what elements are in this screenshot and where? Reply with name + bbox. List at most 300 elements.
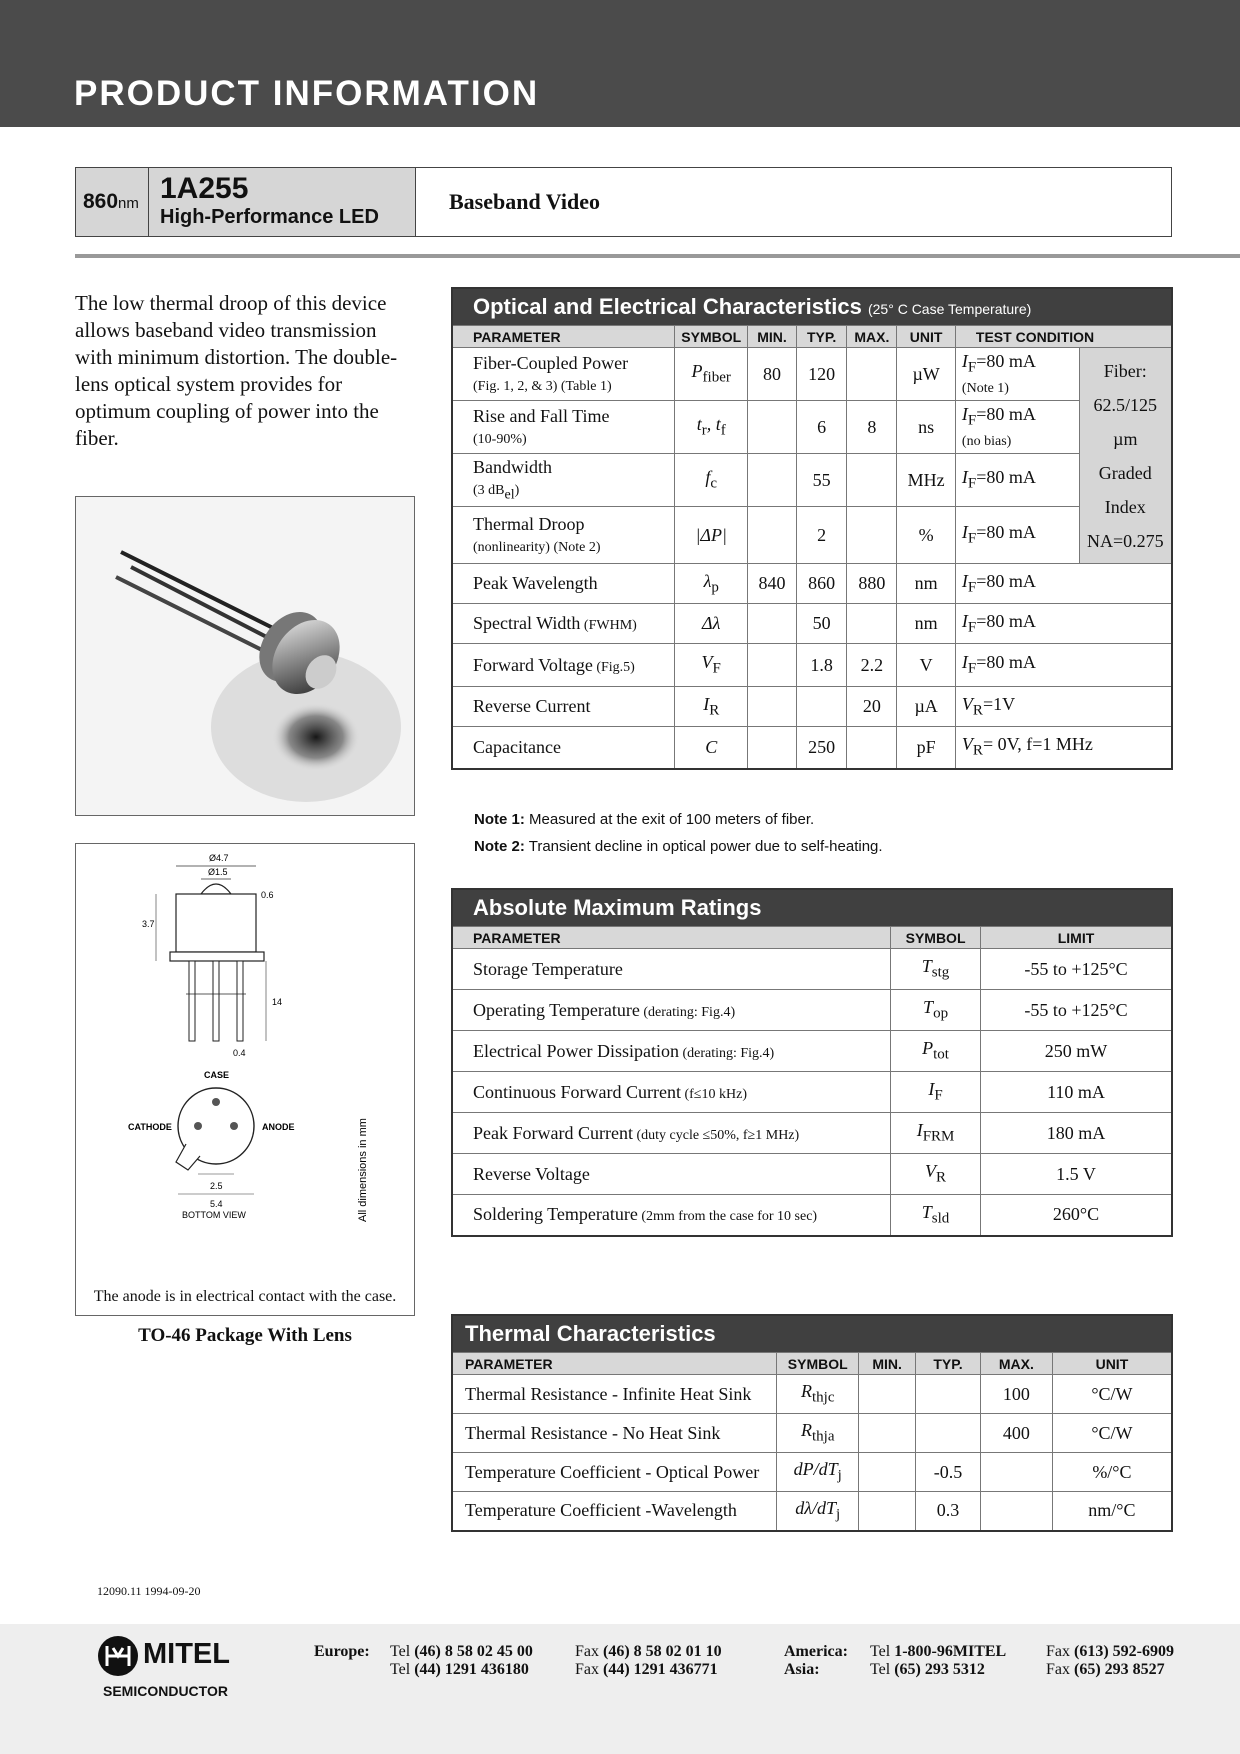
min-cell: 80 <box>748 348 797 401</box>
condition-subscript: F <box>967 412 977 429</box>
parameter-name: Rise and Fall Time <box>473 406 610 426</box>
typ-cell: 6 <box>796 401 847 454</box>
condition-subscript: F <box>967 475 977 492</box>
table-row <box>452 1154 1172 1195</box>
wavelength-label <box>83 190 139 214</box>
parameter-name: Operating Temperature <box>473 999 640 1020</box>
symbol-cell <box>675 401 748 454</box>
column-header: TYP. <box>916 1353 981 1375</box>
table-row <box>452 687 1172 727</box>
parameter-name: Spectral Width <box>473 613 581 633</box>
condition-subscript: F <box>967 660 977 677</box>
parameter-cell <box>452 990 891 1031</box>
symbol-cell <box>777 1492 859 1531</box>
thermal-table <box>451 1314 1173 1532</box>
limit-cell: 260°C <box>981 1195 1172 1236</box>
symbol: Δλ <box>702 613 721 633</box>
parameter-note: (f≤10 kHz) <box>680 1086 747 1102</box>
condition-value: =80 mA <box>976 610 1036 631</box>
max-cell <box>847 348 897 401</box>
condition-value: =80 mA <box>976 403 1036 424</box>
tel-label: Tel <box>390 1661 411 1678</box>
symbol-cell <box>675 727 748 769</box>
table-row <box>452 1453 1172 1492</box>
table-row <box>452 564 1172 604</box>
unit-cell: µW <box>897 348 956 401</box>
symbol-cell <box>675 454 748 507</box>
condition-cell <box>955 727 1172 769</box>
europe-label: Europe: <box>314 1643 370 1660</box>
condition-subscript: R <box>972 702 983 719</box>
condition-subscript: F <box>967 579 977 596</box>
table-row <box>452 1375 1172 1414</box>
fiber-note-line: Graded <box>1098 462 1152 483</box>
symbol: λ <box>703 570 712 591</box>
fiber-note-line: NA=0.275 <box>1086 530 1164 551</box>
parameter-cell <box>452 1195 891 1236</box>
column-header: SYMBOL <box>675 326 748 348</box>
parameter-note: (10-90%) <box>473 432 527 447</box>
table-row <box>452 1031 1172 1072</box>
min-cell <box>859 1492 916 1531</box>
condition-value: = 0V, f=1 MHz <box>982 734 1093 755</box>
absmax-rows <box>452 949 1172 1236</box>
phone-number: (44) 1291 436180 <box>414 1661 529 1678</box>
parameter-name: Soldering Temperature <box>473 1204 638 1225</box>
dim-label: 2.5 <box>210 1181 223 1191</box>
symbol-cell <box>891 1072 981 1113</box>
optical-rows <box>452 348 1172 769</box>
min-cell <box>748 604 797 644</box>
phone-number: (65) 293 5312 <box>894 1661 985 1678</box>
max-cell: 2.2 <box>847 644 897 687</box>
dim-label: 0.6 <box>261 890 274 900</box>
condition-value: =1V <box>982 693 1016 714</box>
symbol: V <box>925 1161 937 1182</box>
symbol: I <box>703 693 710 714</box>
column-header: MAX. <box>847 326 897 348</box>
symbol-subscript: R <box>936 1169 947 1186</box>
symbol: T <box>923 997 934 1018</box>
symbol: I <box>928 1079 935 1100</box>
unit-cell: nm <box>897 564 956 604</box>
typ-cell <box>916 1414 981 1453</box>
condition-value: =80 mA <box>976 570 1036 591</box>
typ-cell: 0.3 <box>916 1492 981 1531</box>
parameter-name: Forward Voltage <box>473 654 593 675</box>
mitel-logo-icon <box>98 1636 138 1676</box>
intro-text: The low thermal droop of this device allows baseband video transmission with minimum distortion. The double-lens optical system provides for optimum coupling of power into the fiber. <box>75 291 398 450</box>
symbol: C <box>705 736 718 757</box>
note-text: Transient decline in optical power due to self-heating. <box>524 838 883 855</box>
column-header: PARAMETER <box>452 1353 777 1375</box>
parameter-name: Bandwidth <box>473 456 552 477</box>
table-row <box>452 1195 1172 1236</box>
condition-symbol: I <box>961 403 968 424</box>
table-title: Absolute Maximum Ratings <box>452 889 1172 927</box>
condition-value: =80 mA <box>976 522 1036 543</box>
limit-cell: -55 to +125°C <box>981 949 1172 990</box>
cathode-label: CATHODE <box>128 1122 172 1132</box>
unit-cell: °C/W <box>1052 1414 1172 1453</box>
symbol-cell <box>675 644 748 687</box>
parameter-cell: Thermal Resistance - Infinite Heat Sink <box>452 1375 777 1414</box>
parameter-cell <box>452 1031 891 1072</box>
parameter-cell: Thermal Resistance - No Heat Sink <box>452 1414 777 1453</box>
tel-label: Tel <box>870 1661 891 1678</box>
document-number: 12090.11 1994-09-20 <box>97 1584 201 1598</box>
condition-symbol: V <box>961 693 973 714</box>
parameter-name: Continuous Forward Current <box>473 1081 681 1102</box>
america-asia-faxes <box>1046 1643 1174 1679</box>
table-row <box>452 727 1172 769</box>
parameter-note: (Fig.5) <box>592 659 635 675</box>
max-cell: 8 <box>847 401 897 454</box>
parameter-cell: Temperature Coefficient -Wavelength <box>452 1492 777 1531</box>
tel-label: Tel <box>390 1643 411 1660</box>
symbol-subscript: R <box>709 702 720 719</box>
parameter-cell: Temperature Coefficient - Optical Power <box>452 1453 777 1492</box>
europe-phones <box>390 1643 533 1679</box>
min-cell <box>748 507 797 564</box>
typ-cell: 2 <box>796 507 847 564</box>
parameter-cell <box>452 687 675 727</box>
column-header: SYMBOL <box>777 1353 859 1375</box>
parameter-cell <box>452 644 675 687</box>
column-header: UNIT <box>897 326 956 348</box>
max-cell <box>980 1453 1052 1492</box>
divider <box>75 254 1240 258</box>
asia-label: Asia: <box>784 1661 820 1678</box>
unit-cell: V <box>897 644 956 687</box>
symbol-cell <box>777 1453 859 1492</box>
limit-cell: 180 mA <box>981 1113 1172 1154</box>
parameter-cell <box>452 348 675 401</box>
symbol-subscript: fiber <box>702 369 731 386</box>
condition-symbol: I <box>961 467 968 488</box>
symbol-cell <box>675 564 748 604</box>
condition-cell <box>955 564 1172 604</box>
parameter-name: Thermal Droop <box>473 514 585 534</box>
parameter-note: (3 dB <box>473 482 505 498</box>
max-cell <box>847 507 897 564</box>
dim-label: 14 <box>272 997 283 1007</box>
table-row <box>452 454 1172 507</box>
fiber-note-line: Fiber: <box>1103 360 1147 381</box>
company-logo: MITEL <box>143 1638 230 1670</box>
symbol-cell <box>777 1375 859 1414</box>
table-notes <box>474 806 883 860</box>
symbol-subscript: c <box>710 475 718 492</box>
parameter-name: Peak Wavelength <box>473 573 598 593</box>
america-asia-phones <box>870 1643 1006 1679</box>
column-header: UNIT <box>1052 1353 1172 1375</box>
unit-cell: µA <box>897 687 956 727</box>
wavelength-value: 860 <box>83 190 119 213</box>
symbol: R <box>800 1420 812 1441</box>
condition-cell <box>955 454 1079 507</box>
company-sub: SEMICONDUCTOR <box>103 1683 228 1699</box>
unit-cell: pF <box>897 727 956 769</box>
symbol: |ΔP| <box>695 524 727 545</box>
fax-label: Fax <box>575 1661 599 1678</box>
symbol-subscript: sld <box>931 1210 950 1227</box>
condition-subscript: F <box>967 619 977 636</box>
anode-label: ANODE <box>262 1122 295 1132</box>
typ-cell <box>796 687 847 727</box>
unit-cell: °C/W <box>1052 1375 1172 1414</box>
phone-number: (46) 8 58 02 45 00 <box>414 1643 533 1660</box>
symbol-subscript: F <box>712 660 721 677</box>
package-caption: TO-46 Package With Lens <box>138 1325 352 1346</box>
condition-value: =80 mA <box>976 652 1036 673</box>
symbol: V <box>701 652 713 673</box>
min-cell <box>859 1375 916 1414</box>
condition-subscript: R <box>972 743 983 760</box>
region-labels <box>784 1643 848 1679</box>
limit-cell: 110 mA <box>981 1072 1172 1113</box>
dim-label: 0.4 <box>233 1048 246 1058</box>
parameter-name: Reverse Current <box>473 696 591 716</box>
absolute-max-table <box>451 888 1173 1237</box>
typ-cell: 250 <box>796 727 847 769</box>
parameter-cell <box>452 454 675 507</box>
column-header: MIN. <box>748 326 797 348</box>
parameter-note: (nonlinearity) (Note 2) <box>473 540 601 555</box>
max-cell: 880 <box>847 564 897 604</box>
max-cell <box>847 604 897 644</box>
unit-cell: % <box>897 507 956 564</box>
table-row <box>452 1492 1172 1531</box>
table-row <box>452 401 1172 454</box>
symbol: f <box>705 467 711 488</box>
condition-symbol: I <box>961 652 968 673</box>
fax-label: Fax <box>575 1643 599 1660</box>
parameter-name: Peak Forward Current <box>473 1122 633 1143</box>
led-photo-image <box>76 497 414 815</box>
wavelength-unit: nm <box>118 195 139 212</box>
table-title: Thermal Characteristics <box>452 1315 1172 1353</box>
dim-label: 5.4 <box>210 1199 223 1209</box>
symbol-subscript: op <box>933 1005 949 1022</box>
symbol-cell <box>891 1195 981 1236</box>
unit-cell: ns <box>897 401 956 454</box>
symbol: dλ/dT <box>795 1497 837 1518</box>
typ-cell: 860 <box>796 564 847 604</box>
symbol-subscript: F <box>934 1087 943 1104</box>
symbol-cell <box>675 507 748 564</box>
fax-number: (65) 293 8527 <box>1074 1661 1165 1678</box>
symbol-subscript: stg <box>931 964 950 981</box>
column-header: LIMIT <box>981 927 1172 949</box>
symbol-subscript: FRM <box>922 1128 955 1145</box>
min-cell <box>748 401 797 454</box>
table-row <box>452 507 1172 564</box>
tel-label: Tel <box>870 1643 891 1660</box>
unit-cell: MHz <box>897 454 956 507</box>
symbol: T <box>921 1201 932 1222</box>
column-header: SYMBOL <box>891 927 981 949</box>
parameter-note: (Fig. 1, 2, & 3) (Table 1) <box>473 379 612 394</box>
table-title <box>452 288 1172 326</box>
symbol: I <box>916 1120 923 1141</box>
symbol-cell <box>891 1154 981 1195</box>
typ-cell: -0.5 <box>916 1453 981 1492</box>
parameter-cell <box>452 727 675 769</box>
parameter-cell <box>452 1072 891 1113</box>
fax-number: (44) 1291 436771 <box>603 1661 718 1678</box>
symbol-cell <box>891 949 981 990</box>
max-cell: 20 <box>847 687 897 727</box>
table-row <box>452 949 1172 990</box>
parameter-note: ) <box>514 482 520 498</box>
fax-label: Fax <box>1046 1643 1070 1660</box>
condition-subscript: F <box>967 359 977 376</box>
bottom-view-label: BOTTOM VIEW <box>182 1210 246 1220</box>
condition-note: (no bias) <box>961 434 1012 450</box>
typ-cell <box>916 1375 981 1414</box>
parameter-note: (2mm from the case for 10 sec) <box>637 1209 818 1225</box>
condition-cell <box>955 644 1172 687</box>
symbol-subscript: f <box>720 422 726 439</box>
max-cell <box>847 727 897 769</box>
note-label: Note 2: <box>474 838 525 855</box>
parameter-cell <box>452 401 675 454</box>
parameter-name: Reverse Voltage <box>473 1163 590 1184</box>
america-label: America: <box>784 1643 848 1660</box>
parameter-note: (derating: Fig.4) <box>639 1004 736 1020</box>
table-row <box>452 1072 1172 1113</box>
package-dimension-drawing <box>76 844 414 1274</box>
note-1 <box>474 806 883 833</box>
symbol: dP/dT <box>793 1459 838 1480</box>
parameter-cell <box>452 564 675 604</box>
symbol-cell <box>891 1031 981 1072</box>
fax-number: (613) 592-6909 <box>1074 1643 1174 1660</box>
table-row <box>452 1414 1172 1453</box>
max-cell: 400 <box>980 1414 1052 1453</box>
symbol-subscript: j <box>837 1467 842 1484</box>
typ-cell: 120 <box>796 348 847 401</box>
table-subtitle: (25° C Case Temperature) <box>867 301 1032 317</box>
page-title: PRODUCT INFORMATION <box>74 74 540 113</box>
symbol: t <box>696 414 702 435</box>
condition-cell <box>955 348 1079 401</box>
condition-value: =80 mA <box>976 467 1036 488</box>
table-row <box>452 990 1172 1031</box>
parameter-note: (duty cycle ≤50%, f≥1 MHz) <box>632 1127 800 1143</box>
limit-cell: -55 to +125°C <box>981 990 1172 1031</box>
parameter-note: (derating: Fig.4) <box>678 1045 775 1061</box>
symbol-subscript: r <box>701 422 707 439</box>
parameter-cell <box>452 604 675 644</box>
fax-label: Fax <box>1046 1661 1070 1678</box>
application-label: Baseband Video <box>449 189 600 214</box>
column-header: TYP. <box>796 326 847 348</box>
package-drawing <box>75 843 415 1316</box>
symbol-subscript: p <box>711 579 719 596</box>
unit-cell: nm <box>897 604 956 644</box>
unit-cell: %/°C <box>1052 1453 1172 1492</box>
symbol: T <box>921 956 932 977</box>
parameter-cell <box>452 1113 891 1154</box>
symbol-cell <box>891 1113 981 1154</box>
condition-cell <box>955 687 1172 727</box>
min-cell: 840 <box>748 564 797 604</box>
parameter-note-subscript: el <box>504 487 515 503</box>
dim-label: Ø1.5 <box>208 867 228 877</box>
symbol: , t <box>706 414 721 435</box>
dim-label: 3.7 <box>142 919 155 929</box>
symbol-cell <box>675 348 748 401</box>
phone-number: 1-800-96MITEL <box>894 1643 1007 1660</box>
table-row <box>452 644 1172 687</box>
part-description: High-Performance LED <box>160 206 379 228</box>
min-cell <box>748 687 797 727</box>
symbol-subscript: thjc <box>811 1389 835 1406</box>
table-title-text: Optical and Electrical Characteristics <box>473 294 862 319</box>
condition-cell <box>955 401 1079 454</box>
note-text: Measured at the exit of 100 meters of fiber. <box>524 811 815 828</box>
dimension-note: All dimensions in mm <box>357 1118 369 1222</box>
min-cell <box>748 644 797 687</box>
unit-cell: nm/°C <box>1052 1492 1172 1531</box>
thermal-rows <box>452 1375 1172 1531</box>
condition-symbol: I <box>961 610 968 631</box>
optical-electrical-table <box>451 287 1173 770</box>
parameter-note: (FWHM) <box>580 618 637 633</box>
max-cell <box>980 1492 1052 1531</box>
case-label: CASE <box>204 1070 230 1080</box>
min-cell <box>748 727 797 769</box>
parameter-cell <box>452 1154 891 1195</box>
condition-subscript: F <box>967 530 977 547</box>
column-header: PARAMETER <box>452 927 891 949</box>
limit-cell: 1.5 V <box>981 1154 1172 1195</box>
symbol: R <box>800 1381 812 1402</box>
parameter-name: Fiber-Coupled Power <box>473 353 629 373</box>
table-row <box>452 604 1172 644</box>
column-header: MAX. <box>980 1353 1052 1375</box>
part-number: 1A255 <box>160 172 249 205</box>
fax-number: (46) 8 58 02 01 10 <box>603 1643 722 1660</box>
fiber-note-cell <box>1079 348 1172 564</box>
min-cell <box>859 1453 916 1492</box>
symbol-cell <box>675 604 748 644</box>
column-header: TEST CONDITION <box>955 326 1172 348</box>
fiber-note-line: Index <box>1104 496 1146 517</box>
symbol-cell <box>675 687 748 727</box>
parameter-cell <box>452 507 675 564</box>
led-photo <box>75 496 415 816</box>
anode-note: The anode is in electrical contact with the case. <box>93 1288 397 1305</box>
condition-value: =80 mA <box>976 350 1036 371</box>
parameter-name: Storage Temperature <box>473 958 623 979</box>
parameter-name: Electrical Power Dissipation <box>473 1040 679 1061</box>
table-row <box>452 1113 1172 1154</box>
symbol-cell <box>891 990 981 1031</box>
symbol-cell <box>777 1414 859 1453</box>
table-row <box>452 348 1172 401</box>
europe-faxes <box>575 1643 722 1679</box>
condition-symbol: V <box>961 734 973 755</box>
parameter-cell <box>452 949 891 990</box>
note-label: Note 1: <box>474 811 525 828</box>
condition-note: (Note 1) <box>961 381 1009 397</box>
fiber-note-line: 62.5/125 µm <box>1093 394 1158 449</box>
symbol-subscript: j <box>836 1506 841 1523</box>
condition-symbol: I <box>961 570 968 591</box>
